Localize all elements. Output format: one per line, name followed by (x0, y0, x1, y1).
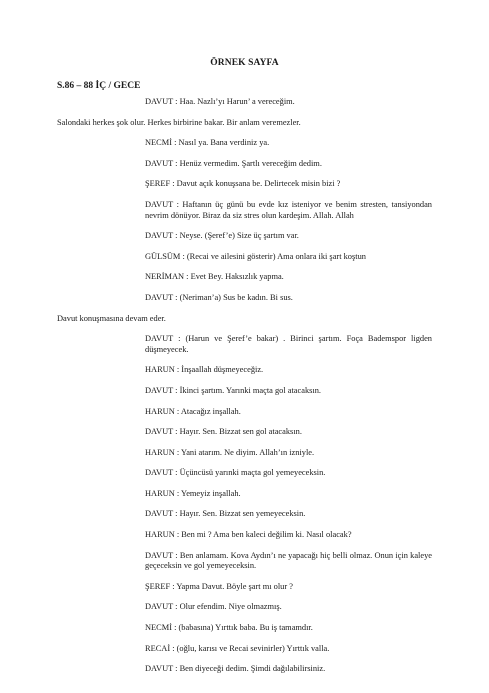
dialogue-line: DAVUT : Hayır. Sen. Bizzat sen yemeyeceksin. (145, 509, 306, 519)
dialogue-line: DAVUT : (Neriman’a) Sus be kadın. Bi sus. (145, 292, 293, 302)
scene-heading: S.86 – 88 İÇ / GECE (57, 81, 141, 91)
dialogue-line: NECMİ : Nasıl ya. Bana verdiniz ya. (145, 138, 270, 148)
dialogue-line: DAVUT : İkinci şartım. Yarınki maçta gol atacaksın. (145, 385, 321, 395)
dialogue-line: RECAİ : (oğlu, karısı ve Recai sevinirler) Yırttık valla. (145, 643, 330, 653)
dialogue-line: DAVUT : (Harun ve Şeref’e bakar) . Birinci şartım. Foça Bademspor ligden düşmeyecek. (145, 334, 432, 354)
page-title: ÖRNEK SAYFA (210, 58, 279, 68)
dialogue-line: GÜLSÜM : (Recai ve ailesini gösterir) Ama onlara iki şart koştun (145, 251, 366, 261)
dialogue-line: HARUN : Atacağız inşallah. (145, 406, 241, 416)
dialogue-line: DAVUT : Haa. Nazlı’yı Harun’ a vereceğim. (145, 97, 295, 106)
dialogue-line: DAVUT : Ben anlamam. Kova Aydın’ı ne yapacağı hiç belli olmaz. Onun için kaleye geçeceksin ve gol yemeyeceksin. (145, 550, 432, 571)
dialogue-line: HARUN : İnşaallah düşmeyeceğiz. (145, 365, 264, 375)
dialogue-line: DAVUT : Haftanın üç günü bu evde kız isteniyor ve benim stresten, tansiyondan nevrim dönüyor. Biraz da siz stres olun kardeşim. Allah. Allah (145, 199, 432, 220)
dialogue-line: NERİMAN : Evet Bey. Haksızlık yapma. (145, 272, 284, 282)
dialogue-line: DAVUT : Hayır. Sen. Bizzat sen gol atacaksın. (145, 427, 302, 437)
dialogue-line: NECMİ : (babasına) Yırttık baba. Bu iş tamamdır. (145, 623, 313, 633)
dialogue-line: HARUN : Yemeyiz inşallah. (145, 488, 241, 498)
dialogue-line: DAVUT : Neyse. (Şeref’e) Size üç şartım var. (145, 231, 299, 241)
script-lines (0, 97, 489, 675)
dialogue-line: DAVUT : Ben diyeceği dedim. Şimdi dağılabilirsiniz. (145, 664, 326, 674)
action-line: Salondaki herkes şok olur. Herkes birbirine bakar. Bir anlam veremezler. (57, 117, 301, 127)
dialogue-line: DAVUT : Olur efendim. Niye olmazmış. (145, 602, 282, 612)
action-line: Davut konuşmasına devam eder. (57, 313, 166, 323)
dialogue-line: DAVUT : Henüz vermedim. Şartlı vereceğim dedim. (145, 158, 322, 168)
dialogue-line: DAVUT : Üçüncüsü yarınki maçta gol yemeyeceksin. (145, 468, 326, 478)
dialogue-line: HARUN : Yani atarım. Ne diyim. Allah’ın izniyle. (145, 447, 315, 457)
dialogue-line: ŞEREF : Davut açık konuşsana be. Delirtecek misin bizi ? (145, 179, 341, 189)
dialogue-line: ŞEREF : Yapma Davut. Böyle şart mı olur ? (145, 581, 293, 591)
dialogue-line: HARUN : Ben mi ? Ama ben kaleci değilim ki. Nasıl olacak? (145, 530, 352, 540)
